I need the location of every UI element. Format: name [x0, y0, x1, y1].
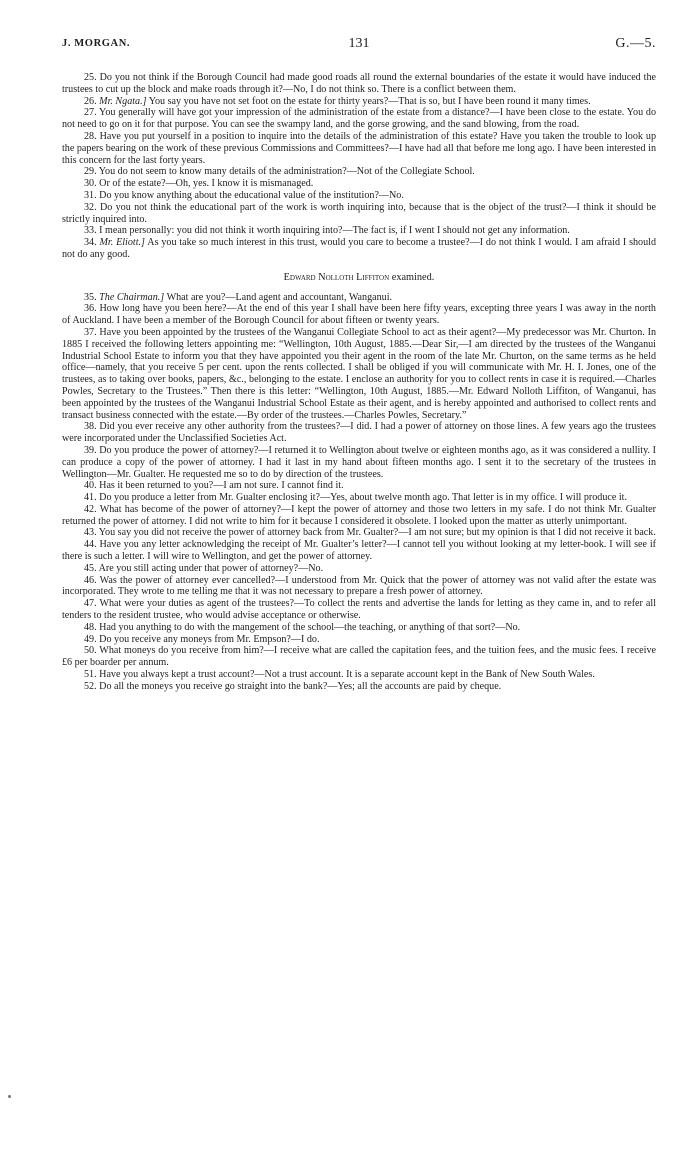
testimony-paragraph: [62, 492, 656, 504]
testimony-text: You say you have not set foot on the estate for thirty years?—That is so, but I have been round it many times.: [148, 95, 591, 107]
speaker-name: The Chairman.]: [99, 291, 165, 303]
testimony-paragraph: [62, 190, 656, 202]
question-number: 43.: [84, 527, 97, 539]
testimony-paragraph: [62, 645, 656, 669]
testimony-paragraph: [62, 225, 656, 237]
testimony-paragraph: [62, 539, 656, 563]
margin-mark: [8, 1095, 11, 1098]
question-number: 42.: [84, 503, 97, 515]
question-number: 30.: [84, 178, 97, 190]
testimony-text: Or of the estate?—Oh, yes. I know it is mismanaged.: [99, 178, 314, 190]
question-number: 33.: [84, 225, 97, 237]
testimony-paragraph: [62, 96, 656, 108]
speaker-name: Mr. Eliott.]: [99, 237, 145, 249]
question-number: 41.: [84, 492, 97, 504]
testimony-text: I mean personally: you did not think it worth inquiring into?—The fact is, if I went I should not get any information.: [99, 225, 570, 237]
question-number: 37.: [84, 326, 97, 338]
testimony-text: Did you ever receive any other authority from the trustees?—I did. I had a power of attorney on those lines. A few years ago the trustees were incorporated under the Unclassified Societies Act.: [62, 421, 656, 445]
question-number: 40.: [84, 480, 97, 492]
testimony-text: Do you know anything about the educational value of the institution?—No.: [99, 189, 404, 201]
testimony-text: What moneys do you receive from him?—I receive what are called the capitation fees, and the tuition fees, and the music fees. I receive £6 per boarder per annum.: [62, 645, 656, 669]
page-number: 131: [348, 36, 370, 51]
header-document-code: G.—5.: [615, 36, 656, 51]
testimony-paragraph: [62, 202, 656, 226]
page-header: [62, 38, 656, 54]
question-number: 28.: [84, 130, 97, 142]
testimony-text: Has it been returned to you?—I am not sure. I cannot find it.: [99, 480, 344, 492]
testimony-paragraph: [62, 634, 656, 646]
testimony-paragraph: [62, 681, 656, 693]
testimony-paragraph: [62, 303, 656, 327]
testimony-text: Had you anything to do with the mangement of the school—the teaching, or anything of that sort?—No.: [99, 621, 521, 633]
testimony-paragraph: [62, 131, 656, 166]
question-number: 32.: [84, 201, 97, 213]
question-number: 44.: [84, 539, 97, 551]
testimony-paragraph: [62, 622, 656, 634]
speaker-name: Mr. Ngata.]: [99, 95, 147, 107]
header-witness-name: J. MORGAN.: [62, 38, 131, 49]
testimony-paragraph: [62, 421, 656, 445]
testimony-text: What were your duties as agent of the trustees?—To collect the rents and advertise the lands for letting as they came in, and to refer all tenders to the resident trustee, who would advise acceptance or otherwise.: [62, 598, 657, 622]
question-number: 45.: [84, 562, 97, 574]
testimony-paragraph: [62, 563, 656, 575]
testimony-paragraph: [62, 480, 656, 492]
testimony-text: What has become of the power of attorney?—I kept the power of attorney and those two letters in my safe. I do not think Mr. Gualter returned the power of attorney. I did not write to him for it because I considered it obsolete. I looked upon the matter as utterly unimportant.: [62, 503, 657, 527]
question-number: 49.: [84, 633, 97, 645]
testimony-text: Have you put yourself in a position to inquire into the details of the administration of this estate? Have you taken the trouble to look up the papers bearing on the work of these previous Commissions and Committees?—I have had all that before me long ago. I have been interested in this concern for the last forty years.: [62, 130, 656, 166]
section-heading: [62, 272, 656, 284]
question-number: 52.: [84, 680, 97, 692]
testimony-block-liffiton: [62, 292, 656, 693]
testimony-paragraph: [62, 504, 656, 528]
question-number: 34.: [84, 237, 97, 249]
testimony-paragraph: [62, 327, 656, 421]
testimony-text: Have you always kept a trust account?—Not a trust account. It is a separate account kept in the Bank of New South Wales.: [99, 669, 595, 681]
testimony-text: Have you any letter acknowledging the receipt of Mr. Gualter’s letter?—I cannot tell you without looking at my letter-book. I will see if there is such a letter. I will wire to Wellington, and get the power of attorney.: [62, 539, 657, 563]
testimony-text: Was the power of attorney ever cancelled?—I understood from Mr. Quick that the power of attorney was not valid after the estate was incorporated. They wrote to me telling me that it was not necessary to prepare a fresh power of attorney.: [62, 574, 656, 598]
testimony-paragraph: [62, 527, 656, 539]
question-number: 29.: [84, 166, 97, 178]
testimony-text: Do you produce the power of attorney?—I returned it to Wellington about twelve or eighteen months ago, as it was considered a nullity. I can produce a copy of the power of attorney. I had it last in my hand about fifteen months ago. I sent it to the secretary of the trustees in Wellington—Mr. Gualter. He requested me so to do by direction of the trustees.: [62, 444, 656, 480]
testimony-paragraph: [62, 237, 656, 261]
document-body: [62, 72, 656, 693]
testimony-text: You do not seem to know many details of the administration?—Not of the Collegiate School.: [98, 166, 475, 178]
question-number: 26.: [84, 95, 97, 107]
testimony-text: You say you did not receive the power of attorney back from Mr. Gualter?—I am not sure; but my opinion is that I did not receive it back.: [98, 527, 656, 539]
question-number: 35.: [84, 291, 97, 303]
question-number: 51.: [84, 669, 97, 681]
testimony-paragraph: [62, 445, 656, 480]
testimony-paragraph: [62, 598, 656, 622]
testimony-text: Are you still acting under that power of attorney?—No.: [98, 562, 324, 574]
testimony-text: Do you not think the educational part of the work is worth inquiring into, because that is the object of the trust?—I think it should be strictly inquired into.: [62, 201, 656, 225]
question-number: 36.: [84, 303, 97, 315]
testimony-text: Have you been appointed by the trustees of the Wanganui Collegiate School to act as their agent?—My predecessor was Mr. Churton. In 1885 I received the following letters appointing me: “Wellington, 10th August, 1885.—Dear Sir,—I am directed by the trustees of the Wanganui Industrial School Estate to inform you that they have appointed you their agent in the room of the late Mr. Churton, on the same terms as he held office—namely, that you receive 5 per cent. upon the rents collected. I shall be obliged if you will communicate with Mr. H. I. Jones, one of the trustees, as to taking over books, papers, &c., belonging to the estate. I enclose an authority for you to collect rents in case it is required.—Charles Powles, Secretary to the Trustees.” Then there is this letter: “Wellington, 10th August, 1885.—Mr. Edward Nolloth Liffiton, of Wanganui, has been appointed by the trustees of the Wanganui Industrial School Estate as their agent, and is hereby appointed and authorised to collect rents and transact business connected with the estate.—By order of the trustees.—Charles Powles, Secretary.”: [62, 326, 656, 421]
question-number: 47.: [84, 598, 97, 610]
heading-suffix: examined.: [391, 271, 435, 283]
testimony-text: You generally will have got your impression of the administration of the estate from a distance?—I have been close to the estate. You do not need to go on it for that purpose. You can see the swampy land, and the gorse growing, and the sand blowing, from the road.: [62, 107, 656, 131]
question-number: 27.: [84, 107, 97, 119]
testimony-paragraph: [62, 166, 656, 178]
question-number: 50.: [84, 645, 97, 657]
testimony-text: Do you produce a letter from Mr. Gualter enclosing it?—Yes, about twelve month ago. That letter is in my office. I will produce it.: [99, 492, 627, 504]
testimony-text: What are you?—Land agent and accountant, Wanganui.: [166, 291, 393, 303]
testimony-paragraph: [62, 107, 656, 131]
testimony-text: How long have you been here?—At the end of this year I shall have been here fifty years, excepting three years I was away in the north of Auckland. I have been a member of the Borough Council for about fifteen or twenty years.: [62, 303, 656, 327]
witness-name: Edward Nolloth Liffiton: [283, 271, 390, 283]
question-number: 39.: [84, 444, 97, 456]
testimony-paragraph: [62, 178, 656, 190]
question-number: 38.: [84, 421, 97, 433]
testimony-text: Do all the moneys you receive go straight into the bank?—Yes; all the accounts are paid by cheque.: [99, 680, 502, 692]
testimony-paragraph: [62, 669, 656, 681]
question-number: 31.: [84, 189, 97, 201]
question-number: 46.: [84, 574, 97, 586]
testimony-paragraph: [62, 575, 656, 599]
testimony-text: As you take so much interest in this trust, would you care to become a trustee?—I do not think I would. I am afraid I should not do any good.: [62, 237, 656, 260]
testimony-block-morgan: [62, 72, 656, 261]
testimony-paragraph: [62, 292, 656, 304]
testimony-paragraph: [62, 72, 656, 96]
question-number: 25.: [84, 72, 97, 83]
testimony-text: Do you not think if the Borough Council had made good roads all round the external boundaries of the estate it would have induced the trustees to cut up the block and make roads through it?—No, I do not think so. There is a conflict between them.: [62, 72, 656, 95]
testimony-text: Do you receive any moneys from Mr. Empson?—I do.: [99, 633, 320, 645]
question-number: 48.: [84, 621, 97, 633]
